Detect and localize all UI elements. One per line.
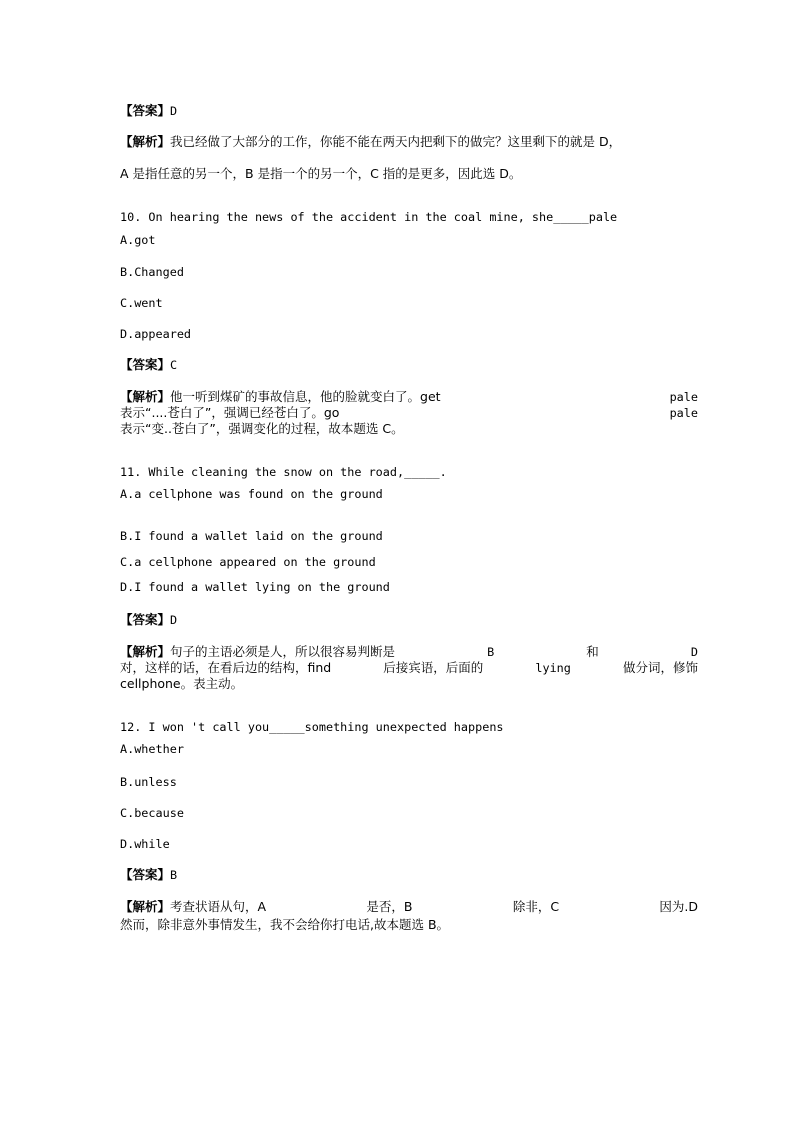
q12-option-a: A.whether: [120, 742, 184, 756]
q12-option-d: D.while: [120, 837, 170, 851]
analysis-text: 做分词，修饰: [622, 660, 698, 675]
analysis-text: 和: [586, 644, 599, 659]
q10-option-a: A.got: [120, 233, 156, 247]
q10-option-b: B.Changed: [120, 265, 184, 279]
analysis-label: 【解析】: [120, 134, 171, 149]
q10-option-d: D.appeared: [120, 327, 192, 341]
q12-answer: [120, 867, 177, 883]
q11-option-a: A.a cellphone was found on the ground: [120, 487, 383, 501]
analysis-text: 因为.D: [659, 899, 698, 914]
analysis-text: pale: [669, 406, 698, 420]
q11-option-d: D.I found a wallet lying on the ground: [120, 580, 390, 594]
question-11-stem: 11. While cleaning the snow on the road,_____.: [120, 465, 447, 479]
analysis-text: 后接宾语，后面的: [383, 660, 484, 675]
analysis-text: pale: [669, 390, 698, 404]
answer-value: D: [170, 613, 178, 627]
q12-option-b: B.unless: [120, 775, 177, 789]
analysis-text: 对，这样的话，在看后边的结构，find: [120, 660, 332, 675]
q11-option-c: C.a cellphone appeared on the ground: [120, 555, 376, 569]
answer-value: D: [170, 104, 178, 118]
analysis-text: 除非，C: [512, 899, 560, 914]
analysis-text: lying: [535, 661, 571, 675]
answer-label: 【答案】: [120, 612, 171, 627]
analysis-line-1a: [120, 134, 621, 150]
analysis-line-1b: A 是指任意的另一个，B 是指一个的另一个，C 指的是更多，因此选 D。: [120, 166, 522, 181]
analysis-text: 句子的主语必须是人，所以很容易判断是: [170, 644, 396, 659]
q12-analysis-line-2: 然而，除非意外事情发生，我不会给你打电话,故本题选 B。: [120, 917, 450, 932]
q12-analysis-line-1: [120, 899, 698, 915]
answer-label: 【答案】: [120, 103, 171, 118]
question-12-stem: 12. I won 't call you_____something unexpected happens: [120, 720, 504, 734]
analysis-text: 是否，B: [366, 899, 413, 914]
answer-label: 【答案】: [120, 867, 171, 882]
analysis-text: 考查状语从句，A: [170, 899, 267, 914]
q11-analysis-line-2: [120, 660, 698, 676]
analysis-label: 【解析】: [120, 389, 171, 404]
analysis-label: 【解析】: [120, 644, 171, 659]
q10-option-c: C.went: [120, 296, 163, 310]
analysis-label: 【解析】: [120, 899, 171, 914]
analysis-text: 我已经做了大部分的工作，你能不能在两天内把剩下的做完？这里剩下的就是 D，: [170, 134, 622, 149]
analysis-text: B: [487, 645, 495, 659]
q10-analysis-line-1: [120, 389, 698, 405]
answer-value: C: [170, 358, 178, 372]
q12-option-c: C.because: [120, 806, 184, 820]
question-10-stem: 10. On hearing the news of the accident in the coal mine, she_____pale: [120, 210, 618, 224]
q11-answer: [120, 612, 177, 628]
q11-analysis-line-3: cellphone。表主动。: [120, 676, 244, 691]
answer-line-1: [120, 103, 177, 119]
q10-answer: [120, 357, 177, 373]
answer-value: B: [170, 868, 178, 882]
q11-option-b: B.I found a wallet laid on the ground: [120, 529, 383, 543]
analysis-text: 表示“....苍白了”，强调已经苍白了。go: [120, 405, 340, 420]
analysis-text: D: [690, 645, 698, 659]
q10-analysis-line-2: [120, 405, 698, 421]
q10-analysis-line-3: 表示“变..苍白了”，强调变化的过程，故本题选 C。: [120, 421, 404, 436]
q11-analysis-line-1: [120, 644, 698, 660]
analysis-text: 他一听到煤矿的事故信息，他的脸就变白了。get: [170, 389, 441, 404]
answer-label: 【答案】: [120, 357, 171, 372]
